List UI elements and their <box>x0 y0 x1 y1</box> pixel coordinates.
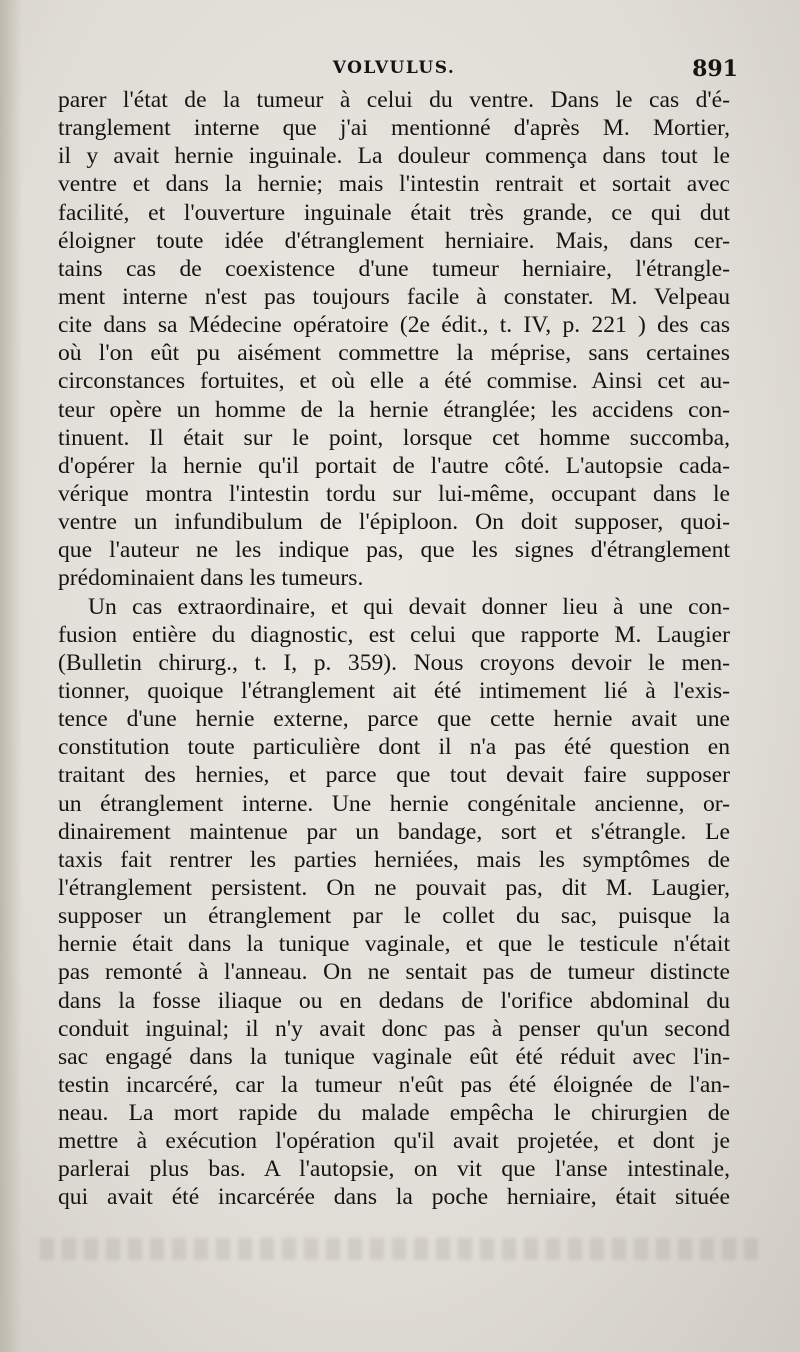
text-line: circonstances fortuites, et où elle a été commise. Ainsi cet au- <box>58 368 730 395</box>
text-line: tionner, quoique l'étranglement ait été intimement lié à l'exis- <box>58 677 730 704</box>
text-line: cite dans sa Médecine opératoire (2e édit., t. IV, p. 221 ) des cas <box>58 312 730 339</box>
text-line: traitant des hernies, et parce que tout devait faire supposer <box>58 762 730 789</box>
page-header <box>58 56 738 86</box>
text-line: constitution toute particulière dont il n'a pas été question en <box>58 734 730 761</box>
text-line: dinairement maintenue par un bandage, sort et s'étrangle. Le <box>58 818 730 845</box>
running-title: VOLVULUS. <box>332 58 456 78</box>
text-line: éloigner toute idée d'étranglement herniaire. Mais, dans cer- <box>58 227 730 254</box>
text-line: vérique montra l'intestin tordu sur lui-même, occupant dans le <box>58 480 730 507</box>
text-line: où l'on eût pu aisément commettre la méprise, sans certaines <box>58 340 730 367</box>
text-line: dans la fosse iliaque ou en dedans de l'orifice abdominal du <box>58 987 730 1014</box>
text-line: ventre et dans la hernie; mais l'intestin rentrait et sortait avec <box>58 171 730 198</box>
text-line: (Bulletin chirurg., t. I, p. 359). Nous croyons devoir le men- <box>58 649 730 676</box>
text-line: ment interne n'est pas toujours facile à constater. M. Velpeau <box>58 283 730 310</box>
text-line: un étranglement interne. Une hernie congénitale ancienne, or- <box>58 790 730 817</box>
text-line: sac engagé dans la tunique vaginale eût été réduit avec l'in- <box>58 1043 730 1070</box>
text-line: il y avait hernie inguinale. La douleur commença dans tout le <box>58 143 730 170</box>
body-text <box>58 86 730 1212</box>
text-line: d'opérer la hernie qu'il portait de l'autre côté. L'autopsie cada- <box>58 452 730 479</box>
text-line: tains cas de coexistence d'une tumeur herniaire, l'étrangle- <box>58 255 730 282</box>
text-line: prédominaient dans les tumeurs. <box>58 565 364 592</box>
text-line: facilité, et l'ouverture inguinale était très grande, ce qui dut <box>58 199 730 226</box>
text-line: pas remonté à l'anneau. On ne sentait pas de tumeur distincte <box>58 959 730 986</box>
text-line: tinuent. Il était sur le point, lorsque cet homme succomba, <box>58 424 730 451</box>
text-line: parer l'état de la tumeur à celui du ventre. Dans le cas d'é- <box>58 87 730 113</box>
text-line: supposer un étranglement par le collet du sac, puisque la <box>58 903 730 930</box>
text-line: que l'auteur ne les indique pas, que les signes d'étranglement <box>58 537 730 564</box>
text-line: mettre à exécution l'opération qu'il avait projetée, et dont je <box>58 1128 730 1155</box>
bleed-through-shadow <box>40 1238 760 1260</box>
text-line: hernie était dans la tunique vaginale, et que le testicule n'était <box>58 931 730 958</box>
text-line: teur opère un homme de la hernie étranglée; les accidens con- <box>58 396 730 423</box>
text-line: conduit inguinal; il n'y avait donc pas à penser qu'un second <box>58 1015 730 1042</box>
text-line: taxis fait rentrer les parties herniées, mais les symptômes de <box>58 846 730 873</box>
text-line: ventre un infundibulum de l'épiploon. On doit supposer, quoi- <box>58 509 730 536</box>
text-line: tranglement interne que j'ai mentionné d'après M. Mortier, <box>58 115 730 142</box>
text-line: Un cas extraordinaire, et qui devait donner lieu à une con- <box>88 593 730 620</box>
text-line: neau. La mort rapide du malade empêcha le chirurgien de <box>58 1100 730 1127</box>
text-line: parlerai plus bas. A l'autopsie, on vit que l'anse intestinale, <box>58 1156 730 1183</box>
text-line: qui avait été incarcérée dans la poche herniaire, était située <box>58 1184 730 1211</box>
paragraph-1 <box>58 86 730 593</box>
page-number: 891 <box>692 56 738 82</box>
text-line: fusion entière du diagnostic, est celui que rapporte M. Laugier <box>58 621 730 648</box>
text-line: testin incarcéré, car la tumeur n'eût pas été éloignée de l'an- <box>58 1071 730 1098</box>
text-line: l'étranglement persistent. On ne pouvait pas, dit M. Laugier, <box>58 874 730 901</box>
paragraph-2 <box>58 593 730 1212</box>
text-line: tence d'une hernie externe, parce que cette hernie avait une <box>58 706 730 733</box>
